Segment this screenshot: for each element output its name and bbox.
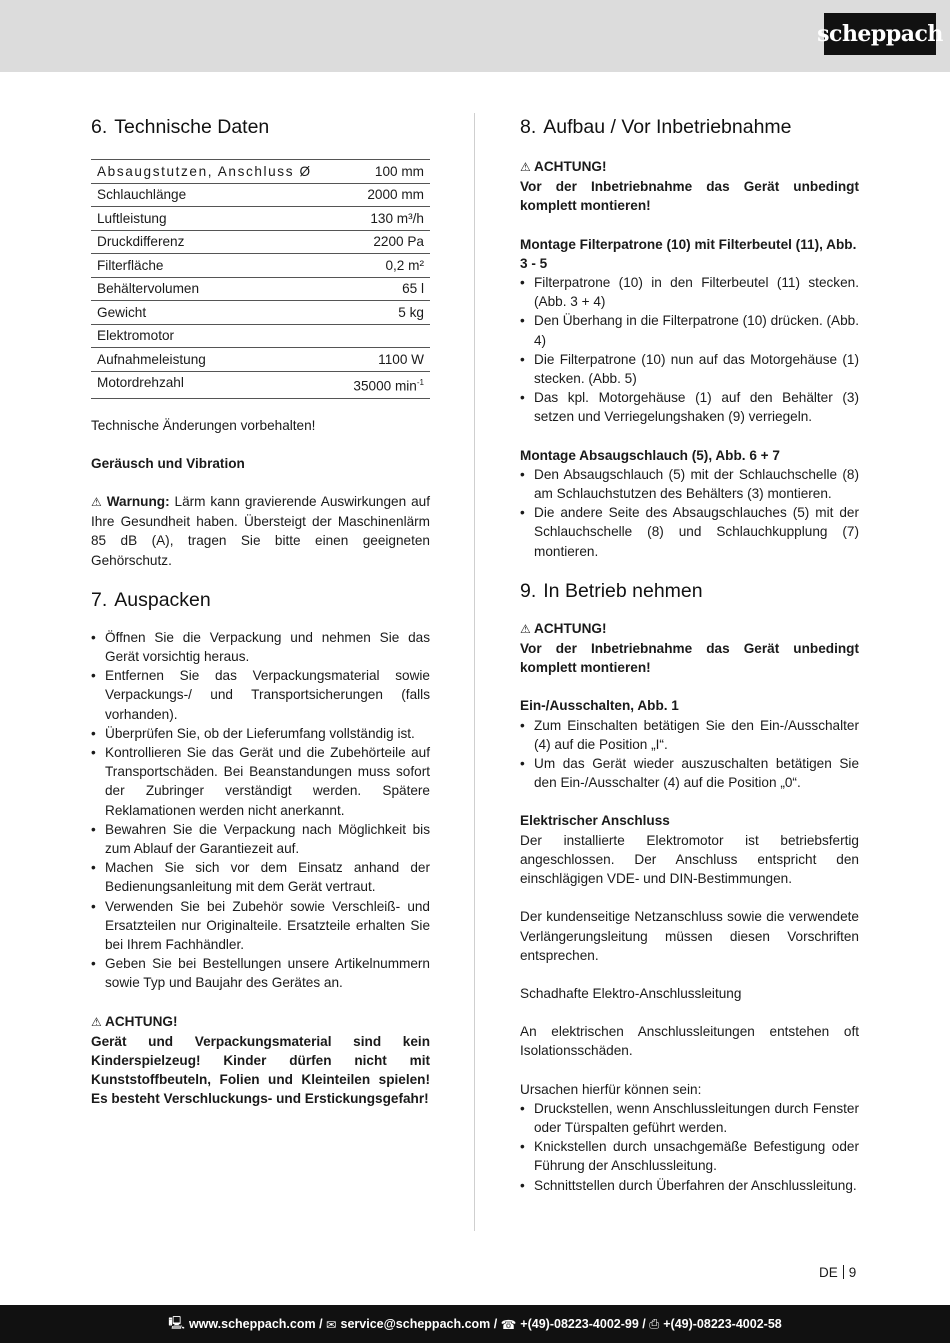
table-row: Filterfläche 0,2 m² <box>91 254 430 278</box>
section-6-title: 6. Technische Daten <box>91 116 270 138</box>
list-item: • Den Überhang in die Filterpatrone (10) drücken. (Abb. 4) <box>520 313 859 348</box>
table-row: Gewicht 5 kg <box>91 301 430 325</box>
attention-heading: ⚠ ACHTUNG! <box>520 619 859 639</box>
causes-list <box>520 1099 859 1195</box>
list-item: • Entfernen Sie das Verpackungsmaterial sowie Verpackungs-/ und Transportsicherungen (falls vorhanden). <box>91 668 430 722</box>
footer-mail[interactable]: service@scheppach.com / <box>340 1317 498 1331</box>
list-item: • Knickstellen durch unsachgemäße Befestigung oder Führung der Anschlussleitung. <box>520 1139 859 1174</box>
paragraph: Der installierte Elektromotor ist betriebsfertig angeschlossen. Der Anschluss entspricht den einschlägigen VDE- und DIN-Bestimmungen. <box>520 832 859 887</box>
list-item: • Zum Einschalten betätigen Sie den Ein-/Ausschalter (4) auf die Position „I“. <box>520 717 859 752</box>
header-bar <box>0 0 950 72</box>
list-item: • Bewahren Sie die Verpackung nach Möglichkeit bis zum Ablauf der Garantiezeit auf. <box>91 821 430 856</box>
left-column <box>91 113 430 1109</box>
list-item: • Überprüfen Sie, ob der Lieferumfang vollständig ist. <box>91 725 415 741</box>
table-row: Behältervolumen 65 l <box>91 277 430 301</box>
list-item: • Verwenden Sie bei Zubehör sowie Verschleiß- und Ersatzteilen nur Originalteile. Ersatzteile erhalten Sie bei Ihrem Fachhändler. <box>91 898 430 952</box>
list-item: • Öffnen Sie die Verpackung und nehmen Sie das Gerät vorsichtig heraus. <box>91 629 430 664</box>
footer-bar <box>0 1305 950 1343</box>
footer-web[interactable]: www.scheppach.com / <box>188 1317 323 1331</box>
paragraph: Der kundenseitige Netzanschluss sowie die verwendete Verlängerungsleitung müssen diesen Vorschriften entsprechen. <box>520 909 859 963</box>
filter-assembly-list <box>520 273 859 427</box>
page-number: DE 9 <box>819 1265 857 1280</box>
fax-icon: ⎙ <box>649 1316 660 1331</box>
list-item: • Das kpl. Motorgehäuse (1) auf den Behälter (3) setzen und Verriegelungshaken (9) verriegeln. <box>520 390 859 425</box>
phone-icon: ☎ <box>500 1317 517 1332</box>
changes-note: Technische Änderungen vorbehalten! <box>91 417 316 433</box>
attention-text: Gerät und Verpackungsmaterial sind kein Kinderspielzeug! Kinder dürfen nicht mit Kunststoffbeuteln, Folien und Kleinteilen spielen! Es besteht Verschluckungs- und Erstickungsgefahr! <box>91 1033 430 1107</box>
switch-heading: Ein-/Ausschalten, Abb. 1 <box>520 698 679 714</box>
attention-text: Vor der Inbetriebnahme das Gerät unbedingt komplett montieren! <box>520 179 859 214</box>
list-item: • Machen Sie sich vor dem Einsatz anhand der Bedienungsanleitung mit dem Gerät vertraut. <box>91 860 430 895</box>
table-row: Elektromotor <box>91 324 430 348</box>
paragraph: An elektrischen Anschlussleitungen entstehen oft Isolationsschäden. <box>520 1024 859 1059</box>
table-row: Luftleistung 130 m³/h <box>91 207 430 231</box>
attention-text: Vor der Inbetriebnahme das Gerät unbedingt komplett montieren! <box>520 641 859 676</box>
attention-heading: ⚠ ACHTUNG! <box>520 157 859 177</box>
warning-icon: ⚠ <box>91 494 102 509</box>
filter-assembly-heading: Montage Filterpatrone (10) mit Filterbeutel (11), Abb. 3 - 5 <box>520 236 857 271</box>
list-item: • Druckstellen, wenn Anschlussleitungen durch Fenster oder Türspalten geführt werden. <box>520 1100 859 1135</box>
paragraph: Schadhafte Elektro-Anschlussleitung <box>520 985 742 1001</box>
tech-data-table <box>91 159 430 399</box>
mail-icon: ✉ <box>326 1317 337 1332</box>
table-row: Druckdifferenz 2200 Pa <box>91 230 430 254</box>
noise-warning: ⚠ Warnung: Lärm kann gravierende Auswirkungen auf Ihre Gesundheit haben. Übersteigt der Maschinenlärm 85 dB (A), tragen Sie bitte einen geeigneten Gehörschutz. <box>91 493 430 568</box>
list-item: • Den Absaugschlauch (5) mit der Schlauchschelle (8) am Schlauchstutzen des Behälters (3) montieren. <box>520 466 859 502</box>
computer-icon: 🖳 <box>168 1315 185 1330</box>
hose-assembly-list <box>520 465 859 561</box>
table-row: Schlauchlänge 2000 mm <box>91 183 430 207</box>
hose-assembly-heading: Montage Absaugschlauch (5), Abb. 6 + 7 <box>520 447 780 463</box>
warning-icon: ⚠ <box>520 621 531 636</box>
electrical-heading: Elektrischer Anschluss <box>520 813 670 829</box>
footer-phone: +(49)-08223-4002-99 / <box>520 1317 646 1331</box>
list-item: • Geben Sie bei Bestellungen unsere Artikelnummern sowie Typ und Baujahr des Gerätes an. <box>91 956 430 991</box>
column-divider <box>474 113 475 1231</box>
list-item: • Die Filterpatrone (10) nun auf das Motorgehäuse (1) stecken. (Abb. 5) <box>520 351 859 387</box>
table-row: Aufnahmeleistung 1100 W <box>91 348 430 372</box>
list-item: • Um das Gerät wieder auszuschalten betätigen Sie den Ein-/Ausschalter (4) auf die Position „0“. <box>520 756 859 791</box>
section-7-title: 7. Auspacken <box>91 588 211 611</box>
warning-icon: ⚠ <box>520 160 531 174</box>
brand-logo: scheppach <box>824 13 936 55</box>
section-8-title: 8. Aufbau / Vor Inbetriebnahme <box>520 116 792 138</box>
list-item: • Die andere Seite des Absaugschlauches (5) mit der Schlauchschelle (8) und Schlauchkupplung (7) montieren. <box>520 505 859 559</box>
warning-icon: ⚠ <box>91 1014 102 1029</box>
right-column <box>520 113 859 1195</box>
switch-list <box>520 716 859 793</box>
unpacking-list <box>91 628 430 993</box>
attention-heading: ⚠ ACHTUNG! <box>91 1012 430 1032</box>
list-item: • Schnittstellen durch Überfahren der Anschlussleitung. <box>520 1177 857 1193</box>
table-row: Absaugstutzen, Anschluss Ø 100 mm <box>91 160 430 184</box>
list-item: • Kontrollieren Sie das Gerät und die Zubehörteile auf Transportschäden. Bei Beanstandungen muss sofort der Zubringer verständigt werden. Spätere Reklamationen werden nicht anerkannt. <box>91 744 430 818</box>
footer-fax: +(49)-08223-4002-58 <box>663 1317 782 1331</box>
noise-heading: Geräusch und Vibration <box>91 455 245 471</box>
paragraph: Ursachen hierfür können sein: <box>520 1081 702 1097</box>
list-item: • Filterpatrone (10) in den Filterbeutel (11) stecken. (Abb. 3 + 4) <box>520 275 859 310</box>
section-9-title: 9. In Betrieb nehmen <box>520 579 703 602</box>
table-row: Motordrehzahl 35000 $\min^{-1}$ <box>91 371 430 398</box>
